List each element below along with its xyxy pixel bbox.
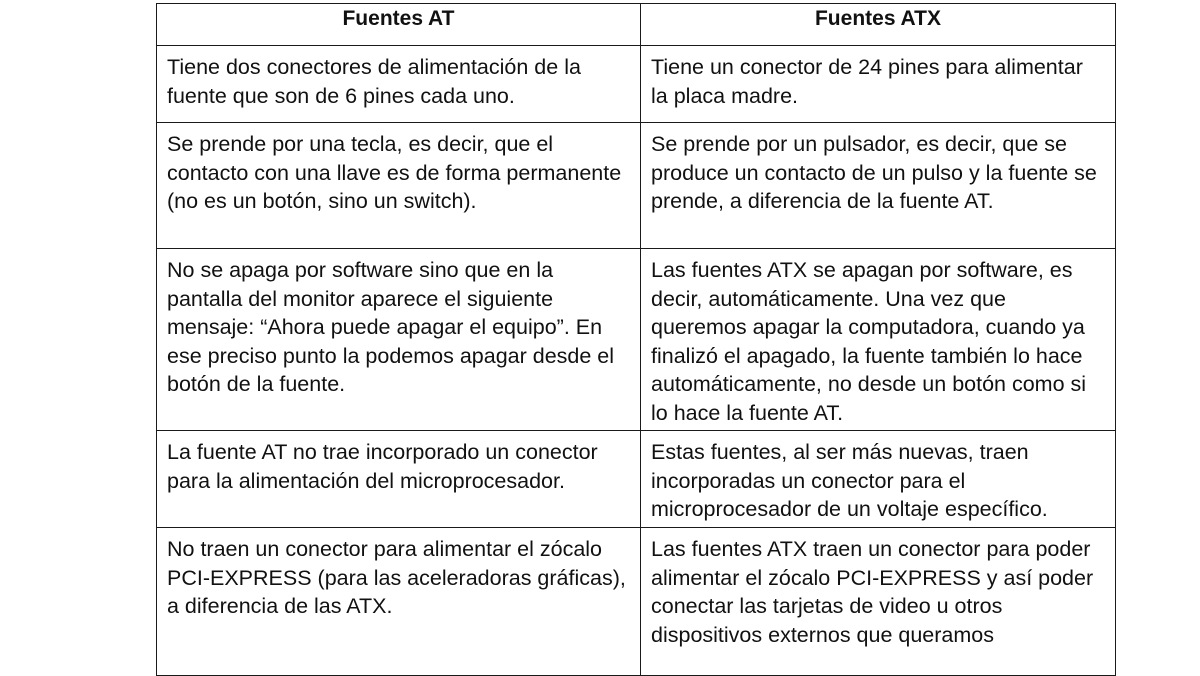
table-row <box>157 431 1116 528</box>
cell-at: No se apaga por software sino que en la pantalla del monitor aparece el siguiente mensaje: “Ahora puede apagar el equipo”. En ese preciso punto la podemos apagar desde el botón de la fuente. <box>157 249 641 431</box>
cell-atx: Estas fuentes, al ser más nuevas, traen incorporadas un conector para el microprocesador de un voltaje específico. <box>641 431 1116 528</box>
table-row <box>157 528 1116 676</box>
cell-atx: Se prende por un pulsador, es decir, que se produce un contacto de un pulso y la fuente se prende, a diferencia de la fuente AT. <box>641 123 1116 249</box>
cell-atx: Las fuentes ATX traen un conector para poder alimentar el zócalo PCI-EXPRESS y así poder conectar las tarjetas de video u otros dispositivos externos que queramos <box>641 528 1116 676</box>
cell-at: No traen un conector para alimentar el zócalo PCI-EXPRESS (para las aceleradoras gráficas), a diferencia de las ATX. <box>157 528 641 676</box>
table-row <box>157 123 1116 249</box>
table-header-row <box>157 4 1116 46</box>
column-header-at: Fuentes AT <box>157 4 641 46</box>
cell-atx: Tiene un conector de 24 pines para alimentar la placa madre. <box>641 46 1116 123</box>
cell-at: Se prende por una tecla, es decir, que el contacto con una llave es de forma permanente (no es un botón, sino un switch). <box>157 123 641 249</box>
cell-atx: Las fuentes ATX se apagan por software, es decir, automáticamente. Una vez que queremos apagar la computadora, cuando ya finalizó el apagado, la fuente también lo hace automáticamente, no desde un botón como si lo hace la fuente AT. <box>641 249 1116 431</box>
cell-at: La fuente AT no trae incorporado un conector para la alimentación del microprocesador. <box>157 431 641 528</box>
table-row <box>157 46 1116 123</box>
table-row <box>157 249 1116 431</box>
column-header-atx: Fuentes ATX <box>641 4 1116 46</box>
cell-at: Tiene dos conectores de alimentación de la fuente que son de 6 pines cada uno. <box>157 46 641 123</box>
comparison-table <box>156 3 1116 676</box>
